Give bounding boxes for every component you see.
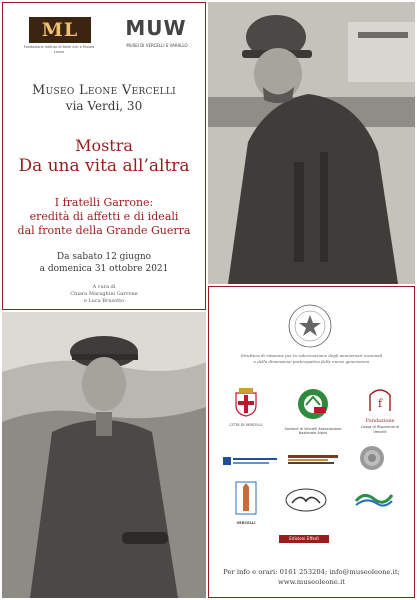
sponsor-merline [283, 487, 329, 517]
sponsor-fondazione-crv [355, 387, 405, 434]
contact-info [209, 567, 414, 587]
vercelli-coat-of-arms-icon [233, 387, 259, 417]
patronage-line: Struttura di missione per la valorizzazione degli anniversari nazionali [240, 353, 383, 358]
sponsor-vercelli-tower [231, 481, 261, 525]
museo-leone-logo-caption: Fondazione Istituto di Belle Arti e Museo Leone [23, 45, 95, 54]
curators [3, 284, 205, 305]
header-logos [13, 17, 195, 57]
patronage-line: e della dimensione partecipativa delle nuove generazioni [253, 358, 370, 364]
museo-leone-logo: ML [29, 17, 91, 43]
museum-address: via Verdi, 30 [65, 99, 143, 113]
date-line: Da sabato 12 giugno [56, 252, 152, 262]
subtitle-line: I fratelli Garrone: [54, 196, 154, 209]
sponsor-caption: VERCELLI [236, 521, 256, 525]
date-line: a domenica 31 ottobre 2021 [39, 264, 169, 274]
alpini-badge-icon [296, 387, 330, 421]
exhibition-subtitle [3, 196, 205, 238]
fondazione-crv-logo-icon [366, 387, 394, 413]
website-link[interactable]: www.museoleone.it [278, 578, 345, 586]
exhibition-label: Mostra [75, 136, 133, 155]
patronage-text [223, 353, 400, 364]
contact-line: Per info e orari: 0161 253204; info@museoleone.it; [223, 568, 400, 576]
exhibition-dates [3, 251, 205, 275]
musei-vercelli-varallo-caption: MUSEI DI VERCELLI E VARALLO [126, 43, 188, 48]
soldier-helmet-photo [208, 2, 415, 284]
curators-line: A cura di [92, 284, 116, 290]
sponsor-citta-vercelli [223, 387, 269, 427]
curators-line: Chiara Maraghini Garrone [70, 291, 138, 297]
subtitle-line: eredità di affetti e di ideali [29, 210, 179, 223]
sponsor-caption: Cassa di Risparmio di Vercelli [360, 425, 400, 434]
curators-line: e Luca Brusotto [83, 298, 125, 304]
vercelli-tower-icon [235, 481, 257, 515]
sponsor-brand-stripe [283, 451, 343, 470]
sponsor-medal [357, 445, 387, 475]
alpine-soldier-illustration [2, 312, 206, 598]
medal-icon [359, 445, 385, 471]
soprintendenza-logo-icon [223, 456, 279, 466]
svg-text:f: f [377, 397, 383, 410]
exhibition-info-panel [2, 2, 206, 310]
presidency-seal-icon [279, 303, 341, 349]
soldier-helmet-illustration [208, 2, 415, 284]
sponsor-caption: CITTÀ DI VERCELLI [229, 423, 263, 427]
brand-stripe-logo-icon [288, 454, 338, 466]
sponsor-banca [349, 487, 399, 513]
sponsor-ana-vercelli [283, 387, 343, 436]
subtitle-line: dal fronte della Grande Guerra [17, 224, 191, 237]
sponsor-soprintendenza [223, 451, 279, 470]
edizioni-effedi-badge: Edizioni Effedì [279, 535, 329, 543]
sponsor-caption: Sezione di Vercelli Associazione Nazionale Alpini [284, 427, 342, 436]
museum-name: Museo Leone Vercelli [32, 83, 176, 98]
sponsor-fondazione-name: Fondazione [365, 418, 395, 424]
musei-vercelli-varallo-logo: MUW [125, 16, 187, 40]
sponsors-panel [208, 286, 415, 598]
merline-logo-icon [284, 487, 328, 513]
exhibition-title: Da una vita all’altra [18, 156, 190, 176]
banca-logo-icon [354, 487, 394, 509]
alpine-soldier-photo [2, 312, 206, 598]
